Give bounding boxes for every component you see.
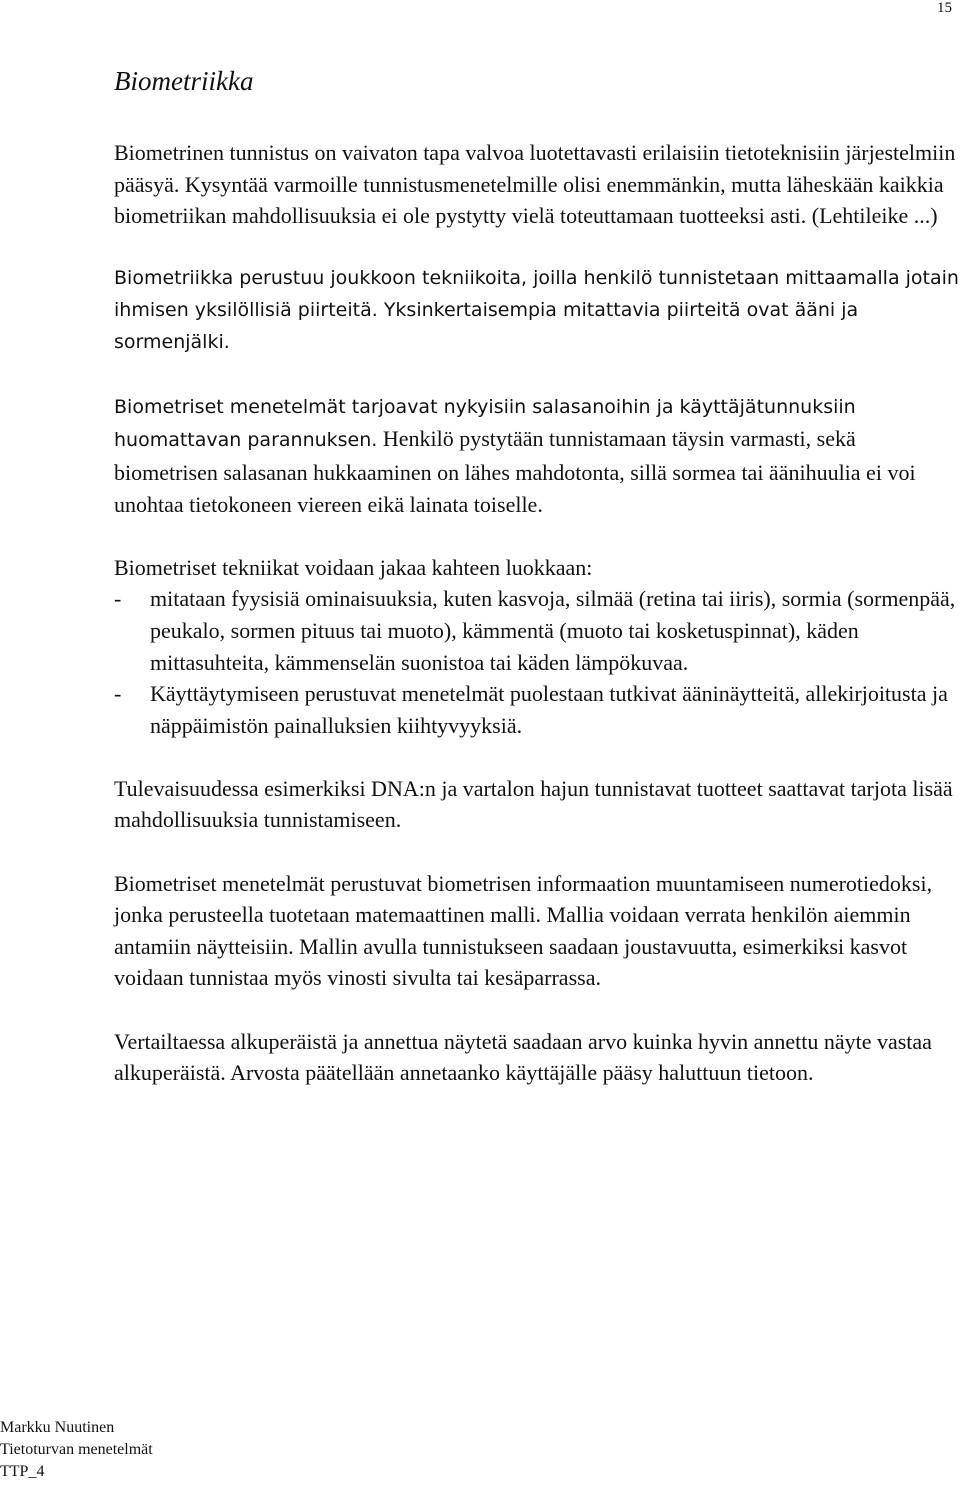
paragraph-benefits-rest: Henkilö pystytään tunnistamaan täysin varmasti, sekä biometrisen salasanan hukkaaminen on lähes mahdotonta, sillä sormea tai äänihuulia ei voi unohtaa tietokoneen viereen eikä lainata toiselle.: [114, 426, 916, 517]
list-item: [114, 583, 960, 678]
category-list: [114, 583, 960, 741]
list-dash: -: [114, 586, 122, 612]
document-body: [114, 137, 960, 1120]
categories-intro: Biometriset tekniikat voidaan jakaa kahteen luokkaan:: [114, 554, 593, 580]
footer-course: Tietoturvan menetelmät: [0, 1441, 153, 1458]
footer-code: TTP_4: [0, 1463, 45, 1480]
list-dash: -: [114, 681, 122, 707]
paragraph-benefits-lead: Biometriset menetelmät tarjoavat nykyisiin salasanoihin ja käyttäjätunnuksiin huomattavan parannuksen.: [114, 395, 856, 452]
paragraph-categories: [114, 552, 960, 742]
list-item-text: Käyttäytymiseen perustuvat menetelmät puolestaan tutkivat ääninäytteitä, allekirjoitusta ja näppäimistön painalluksien kiihtyvyyksiä.: [150, 681, 948, 738]
list-item: [114, 678, 960, 741]
paragraph-techniques: Biometriikka perustuu joukkoon tekniikoita, joilla henkilö tunnistetaan mittaamalla jotain ihmisen yksilöllisiä piirteitä. Yksinkertaisempia mitattavia piirteitä ovat ääni ja sormenjälki.: [114, 267, 959, 353]
page-footer: [0, 1417, 153, 1483]
paragraph-future: Tulevaisuudessa esimerkiksi DNA:n ja vartalon hajun tunnistavat tuotteet saattavat tarjota lisää mahdollisuuksia tunnistamiseen.: [114, 775, 953, 833]
list-item-text: mitataan fyysisiä ominaisuuksia, kuten kasvoja, silmää (retina tai iiris), sormia (sormenpää, peukalo, sormen pituus tai muoto), kämmentä (muoto tai kosketuspinnat), käden mittasuhteita, kämmenselän suonistoa tai käden lämpökuvaa.: [150, 586, 956, 675]
page-number: 15: [937, 0, 952, 16]
paragraph-benefits: [114, 390, 960, 520]
paragraph-comparison: Vertailtaessa alkuperäistä ja annettua näytetä saadaan arvo kuinka hyvin annettu näyte vastaa alkuperäistä. Arvosta päätellään annetaanko käyttäjälle pääsy haluttuun tietoon.: [114, 1028, 932, 1086]
section-heading: Biometriikka: [114, 66, 254, 96]
paragraph-intro: Biometrinen tunnistus on vaivaton tapa valvoa luotettavasti erilaisiin tietoteknisiin järjestelmiin pääsyä. Kysyntää varmoille tunnistusmenetelmille olisi enemmänkin, mutta läheskään kaikkia biometriikan mahdollisuuksia ei ole pystytty vielä toteuttamaan tuotteeksi asti. (Lehtileike ...): [114, 140, 956, 229]
footer-author: Markku Nuutinen: [0, 1419, 115, 1436]
paragraph-model: Biometriset menetelmät perustuvat biometrisen informaation muuntamiseen numerotiedoksi, jonka perusteella tuotetaan matemaattinen malli. Mallia voidaan verrata henkilön aiemmin antamiin näytteisiin. Mallin avulla tunnistukseen saadaan joustavuutta, esimerkiksi kasvot voidaan tunnistaa myös vinosti sivulta tai kesäparrassa.: [114, 870, 933, 991]
